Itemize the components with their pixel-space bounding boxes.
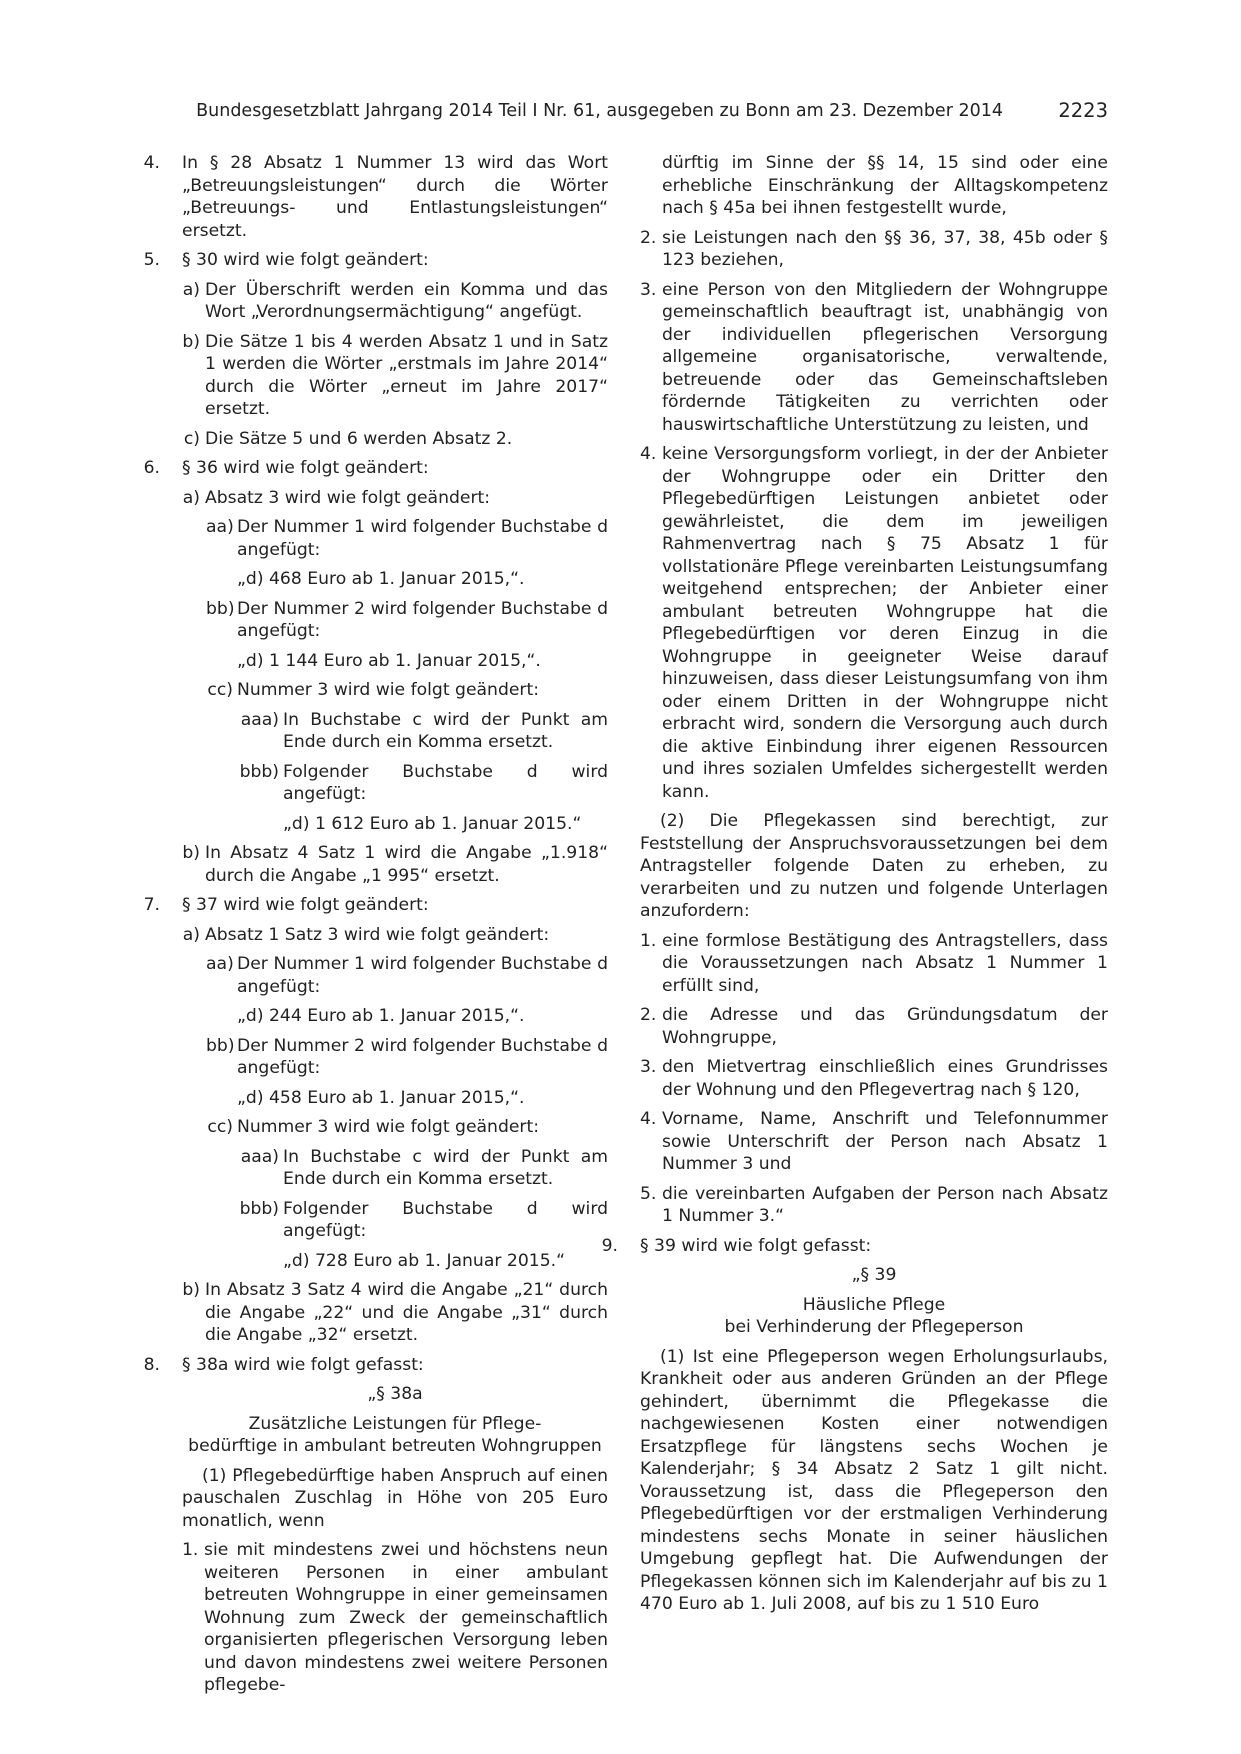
item-text: § 39 wird wie folgt gefasst: xyxy=(640,1235,872,1256)
item-text: Absatz 3 wird wie folgt geändert: xyxy=(205,487,491,508)
item-number: bbb) xyxy=(239,761,279,782)
item-6a-aa xyxy=(138,516,608,561)
item-6b xyxy=(138,842,608,887)
left-column xyxy=(138,152,608,1704)
item-text: Der Nummer 1 wird folgender Buchstabe d angefügt: xyxy=(237,517,608,560)
item-number: 5. xyxy=(640,1183,657,1204)
item-text: In Absatz 4 Satz 1 wird die Angabe „1.918“ durch die Angabe „1 995“ ersetzt. xyxy=(205,843,608,886)
item-number: a) xyxy=(182,924,200,945)
item-7a-bb xyxy=(138,1035,608,1080)
item-text: Nummer 3 wird wie folgt geändert: xyxy=(237,1117,540,1137)
condition-4 xyxy=(640,443,1108,803)
item-text: In § 28 Absatz 1 Nummer 13 wird das Wort „Betreuungsleistungen“ durch die Wörter „Betreuungs- und Entlastungsleistungen“ ersetzt. xyxy=(182,153,608,241)
quote-line: „d) 468 Euro ab 1. Januar 2015,“. xyxy=(237,569,525,589)
item-text: Der Nummer 2 wird folgender Buchstabe d angefügt: xyxy=(237,1035,608,1078)
item-text: § 37 wird wie folgt geändert: xyxy=(182,895,429,915)
item-number: b) xyxy=(182,331,200,352)
item-number: bb) xyxy=(206,1035,235,1056)
item-number: 4. xyxy=(143,153,160,173)
item-number: b) xyxy=(182,843,200,863)
item-text: Vorname, Name, Anschrift und Telefonnummer sowie Unterschrift der Person nach Absatz 1 Nummer 3 und xyxy=(662,1109,1108,1174)
item-text: eine formlose Bestätigung des Antragstellers, dass die Voraussetzungen nach Absatz 1 Nummer 1 erfüllt sind, xyxy=(662,930,1108,996)
item-number: 4. xyxy=(640,444,657,464)
section-heading-line: Zusätzliche Leistungen für Pflege- xyxy=(248,1413,542,1434)
item-text: Die Sätze 1 bis 4 werden Absatz 1 und in Satz 1 werden die Wörter „erstmals im Jahre 2014“ durch die Wörter „erneut im Jahre 2017“ ersetzt. xyxy=(205,331,608,419)
item-number: c) xyxy=(183,428,200,449)
item-number: 3. xyxy=(640,279,657,300)
item-text: Die Sätze 5 und 6 werden Absatz 2. xyxy=(205,428,513,449)
item-text: eine Person von den Mitgliedern der Wohngruppe gemeinschaftlich beauftragt ist, unabhängig von der individuellen pflegerischen Versorgung allgemeine organisatorische, verwaltende, betreuende oder das Gemeinschaftsleben fördernde Tätigkeiten zu verrichten oder hauswirtschaftliche Unterstützung zu leisten, und xyxy=(662,279,1108,435)
quote-line: „d) 458 Euro ab 1. Januar 2015,“. xyxy=(237,1087,525,1108)
continued-text: dürftig im Sinne der §§ 14, 15 sind oder eine erhebliche Einschränkung der Alltagskompetenz nach § 45a bei ihnen festgestellt wurde, xyxy=(662,153,1108,218)
item-number: bb) xyxy=(206,598,235,619)
condition-1 xyxy=(138,1539,608,1697)
item-7a-cc xyxy=(138,1116,608,1139)
item-number: a) xyxy=(182,279,200,300)
item-text: sie Leistungen nach den §§ 36, 37, 38, 45b oder § 123 beziehen, xyxy=(662,227,1108,270)
item-6a-bb xyxy=(138,598,608,643)
section-label: „§ 39 xyxy=(851,1265,897,1285)
item-number: 7. xyxy=(143,895,160,915)
item-number: b) xyxy=(182,1280,200,1300)
item-text: Folgender Buchstabe d wird angefügt: xyxy=(283,761,608,804)
section-heading-line: Häusliche Pflege xyxy=(802,1294,946,1315)
page-header xyxy=(196,99,1108,125)
item-number: 3. xyxy=(640,1057,657,1077)
item-number: 1. xyxy=(640,930,657,951)
item-number: cc) xyxy=(207,1117,233,1137)
section-heading-line: bei Verhinderung der Pflegeperson xyxy=(724,1317,1024,1337)
section-heading xyxy=(640,1294,1108,1339)
quote-line: „d) 244 Euro ab 1. Januar 2015,“. xyxy=(237,1006,525,1026)
item-6 xyxy=(138,457,608,480)
item-number: cc) xyxy=(207,680,233,700)
quote-line: „d) 1 144 Euro ab 1. Januar 2015,“. xyxy=(237,650,541,671)
item-6a xyxy=(138,487,608,510)
item-6a-cc-aaa xyxy=(138,709,608,754)
item-text: die vereinbarten Aufgaben der Person nach Absatz 1 Nummer 3.“ xyxy=(662,1183,1108,1226)
item-number: aa) xyxy=(206,954,234,974)
item-number: 9. xyxy=(601,1235,618,1256)
paragraph: (2) Die Pflegekassen sind berechtigt, zur Feststellung der Anspruchsvoraussetzungen bei dem Antragsteller folgende Daten zu erheben, zu verarbeiten und zu nutzen und folgende Unterlagen anzufordern: xyxy=(640,811,1108,921)
page-number: 2223 xyxy=(1058,99,1108,122)
item-text: die Adresse und das Gründungsdatum der Wohngruppe, xyxy=(662,1005,1108,1048)
item-7a-cc-bbb xyxy=(138,1198,608,1243)
item-text: Absatz 1 Satz 3 wird wie folgt geändert: xyxy=(205,924,550,945)
item-5c xyxy=(138,428,608,451)
item-text: In Absatz 3 Satz 4 wird die Angabe „21“ durch die Angabe „22“ und die Angabe „31“ durch die Angabe „32“ ersetzt. xyxy=(205,1280,608,1345)
item-text: In Buchstabe c wird der Punkt am Ende durch ein Komma ersetzt. xyxy=(283,1146,608,1189)
document-item-1 xyxy=(640,930,1108,998)
item-text: § 36 wird wie folgt geändert: xyxy=(182,458,429,478)
item-7a xyxy=(138,924,608,947)
item-number: 6. xyxy=(143,458,160,478)
item-number: aaa) xyxy=(240,709,279,730)
section-label: „§ 38a xyxy=(367,1384,423,1404)
item-number: 8. xyxy=(143,1354,160,1375)
item-7b xyxy=(138,1279,608,1347)
condition-2 xyxy=(640,227,1108,272)
item-text: Folgender Buchstabe d wird angefügt: xyxy=(283,1198,608,1241)
item-text: Nummer 3 wird wie folgt geändert: xyxy=(237,680,540,700)
item-7a-cc-aaa xyxy=(138,1146,608,1191)
item-number: 5. xyxy=(143,250,160,270)
quote-line: „d) 1 612 Euro ab 1. Januar 2015.“ xyxy=(283,813,582,834)
item-number: 4. xyxy=(640,1109,657,1129)
item-7a-aa xyxy=(138,953,608,998)
item-text: Der Nummer 1 wird folgender Buchstabe d angefügt: xyxy=(237,954,608,997)
item-text: den Mietvertrag einschließlich eines Grundrisses der Wohnung und den Pflegevertrag nach § 120, xyxy=(662,1057,1108,1100)
paragraph: (1) Ist eine Pflegeperson wegen Erholungsurlaubs, Krankheit oder aus anderen Gründen an der Pflege gehindert, übernimmt die Pflegekasse die nachgewiesenen Kosten einer notwendigen Ersatzpflege für längstens sechs Wochen je Kalenderjahr; § 34 Absatz 2 Satz 1 gilt nicht. Voraussetzung ist, dass die Pflegeperson den Pflegebedürftigen vor der erstmaligen Verhinderung mindestens sechs Monate in seiner häuslichen Umgebung gepflegt hat. Die Aufwendungen der Pflegekassen können sich im Kalenderjahr auf bis zu 1 470 Euro ab 1. Juli 2008, auf bis zu 1 510 Euro xyxy=(640,1346,1108,1614)
item-text: Der Überschrift werden ein Komma und das Wort „Verordnungsermächtigung“ angefügt. xyxy=(205,279,608,322)
item-5 xyxy=(138,249,608,272)
item-number: aaa) xyxy=(240,1146,279,1167)
item-number: aa) xyxy=(206,517,234,537)
item-number: a) xyxy=(182,487,200,508)
document-item-3 xyxy=(640,1056,1108,1101)
item-text: § 38a wird wie folgt gefasst: xyxy=(182,1354,424,1375)
section-heading-line: bedürftige in ambulant betreuten Wohngruppen xyxy=(188,1436,602,1456)
section-heading xyxy=(138,1413,608,1458)
item-text: sie mit mindestens zwei und höchstens neun weiteren Personen in einer ambulant betreuten Wohngruppe in einer gemeinsamen Wohnung zum Zweck der gemeinschaftlich organisierten pflegerischen Versorgung leben und davon mindestens zwei weitere Personen pflegebe- xyxy=(204,1540,608,1695)
item-5b xyxy=(138,331,608,421)
item-number: 2. xyxy=(640,227,657,248)
item-4 xyxy=(138,152,608,242)
right-column xyxy=(601,152,1108,1623)
item-text: In Buchstabe c wird der Punkt am Ende durch ein Komma ersetzt. xyxy=(283,709,608,752)
item-7 xyxy=(138,894,608,917)
item-6a-cc xyxy=(138,679,608,702)
document-item-5 xyxy=(640,1183,1108,1228)
paragraph: (1) Pflegebedürftige haben Anspruch auf einen pauschalen Zuschlag in Höhe von 205 Euro monatlich, wenn xyxy=(182,1465,608,1531)
item-8 xyxy=(138,1354,608,1377)
item-text: Der Nummer 2 wird folgender Buchstabe d angefügt: xyxy=(237,598,608,641)
condition-3 xyxy=(640,279,1108,437)
item-number: bbb) xyxy=(239,1198,279,1219)
item-number: 1. xyxy=(182,1540,199,1560)
item-number: 2. xyxy=(640,1005,657,1025)
item-text: § 30 wird wie folgt geändert: xyxy=(182,250,429,270)
item-5a xyxy=(138,279,608,324)
item-9 xyxy=(596,1235,1108,1258)
quote-line: „d) 728 Euro ab 1. Januar 2015.“ xyxy=(283,1250,565,1271)
document-item-4 xyxy=(640,1108,1108,1176)
item-6a-cc-bbb xyxy=(138,761,608,806)
header-title: Bundesgesetzblatt Jahrgang 2014 Teil I Nr. 61, ausgegeben zu Bonn am 23. Dezember 2014 xyxy=(196,101,1003,121)
item-text: keine Versorgungsform vorliegt, in der der Anbieter der Wohngruppe oder ein Dritter den Pflegebedürftigen Leistungen anbietet oder gewährleistet, die dem im jeweiligen Rahmenvertrag nach § 75 Absatz 1 für vollstationäre Pflege vereinbarten Leistungsumfang weitgehend entsprechen; der Anbieter einer ambulant betreuten Wohngruppe hat die Pflegebedürftigen vor deren Einzug in die Wohngruppe in geeigneter Weise darauf hinzuweisen, dass dieser Leistungsumfang von ihm oder einem Dritten in der Wohngruppe nicht erbracht wird, sondern die Versorgung auch durch die aktive Einbindung ihrer eigenen Ressourcen und ihres sozialen Umfeldes sichergestellt werden kann. xyxy=(662,444,1108,802)
document-item-2 xyxy=(640,1004,1108,1049)
